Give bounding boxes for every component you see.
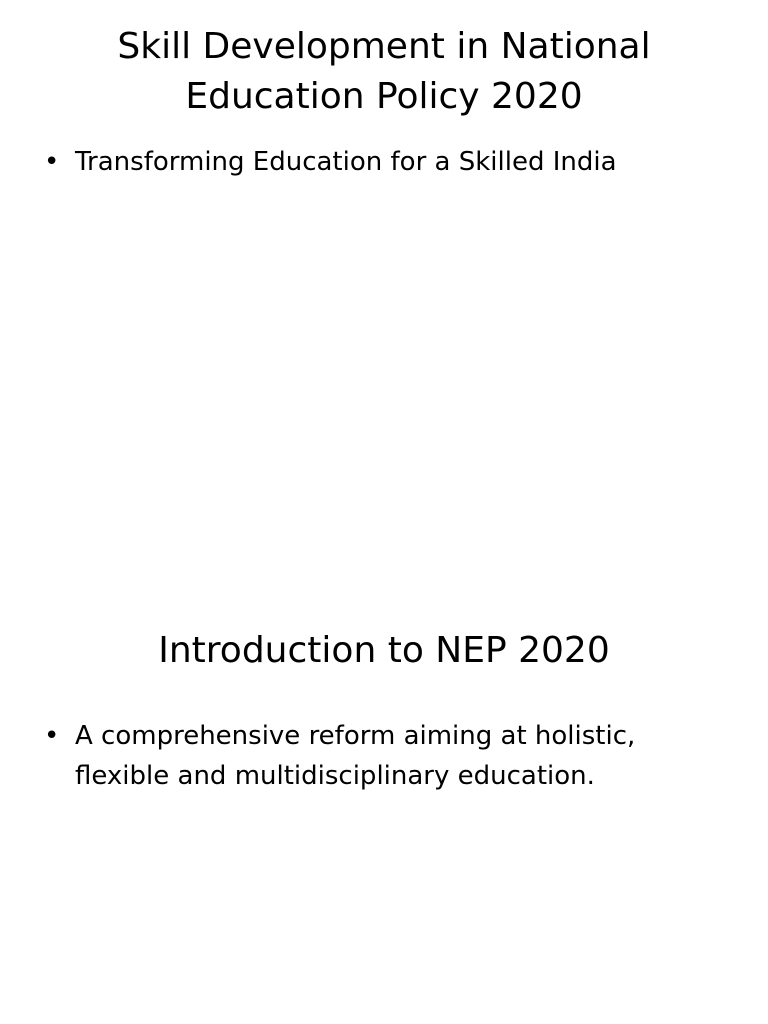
bullet-icon: •: [44, 721, 60, 751]
slide-title: Introduction to NEP 2020: [158, 630, 610, 671]
bullet-text: Transforming Education for a Skilled India: [75, 147, 617, 177]
bullet-icon: •: [44, 147, 60, 177]
bullet-item: [44, 142, 724, 182]
bullet-item: [44, 716, 724, 796]
slide-title: Skill Development in National Education Policy 2020: [117, 26, 651, 117]
slide-2: [0, 576, 768, 1024]
bullet-text: A comprehensive reform aiming at holistic, flexible and multidisciplinary education.: [75, 721, 636, 791]
bullet-list: [44, 716, 724, 796]
bullet-list: [44, 142, 724, 182]
